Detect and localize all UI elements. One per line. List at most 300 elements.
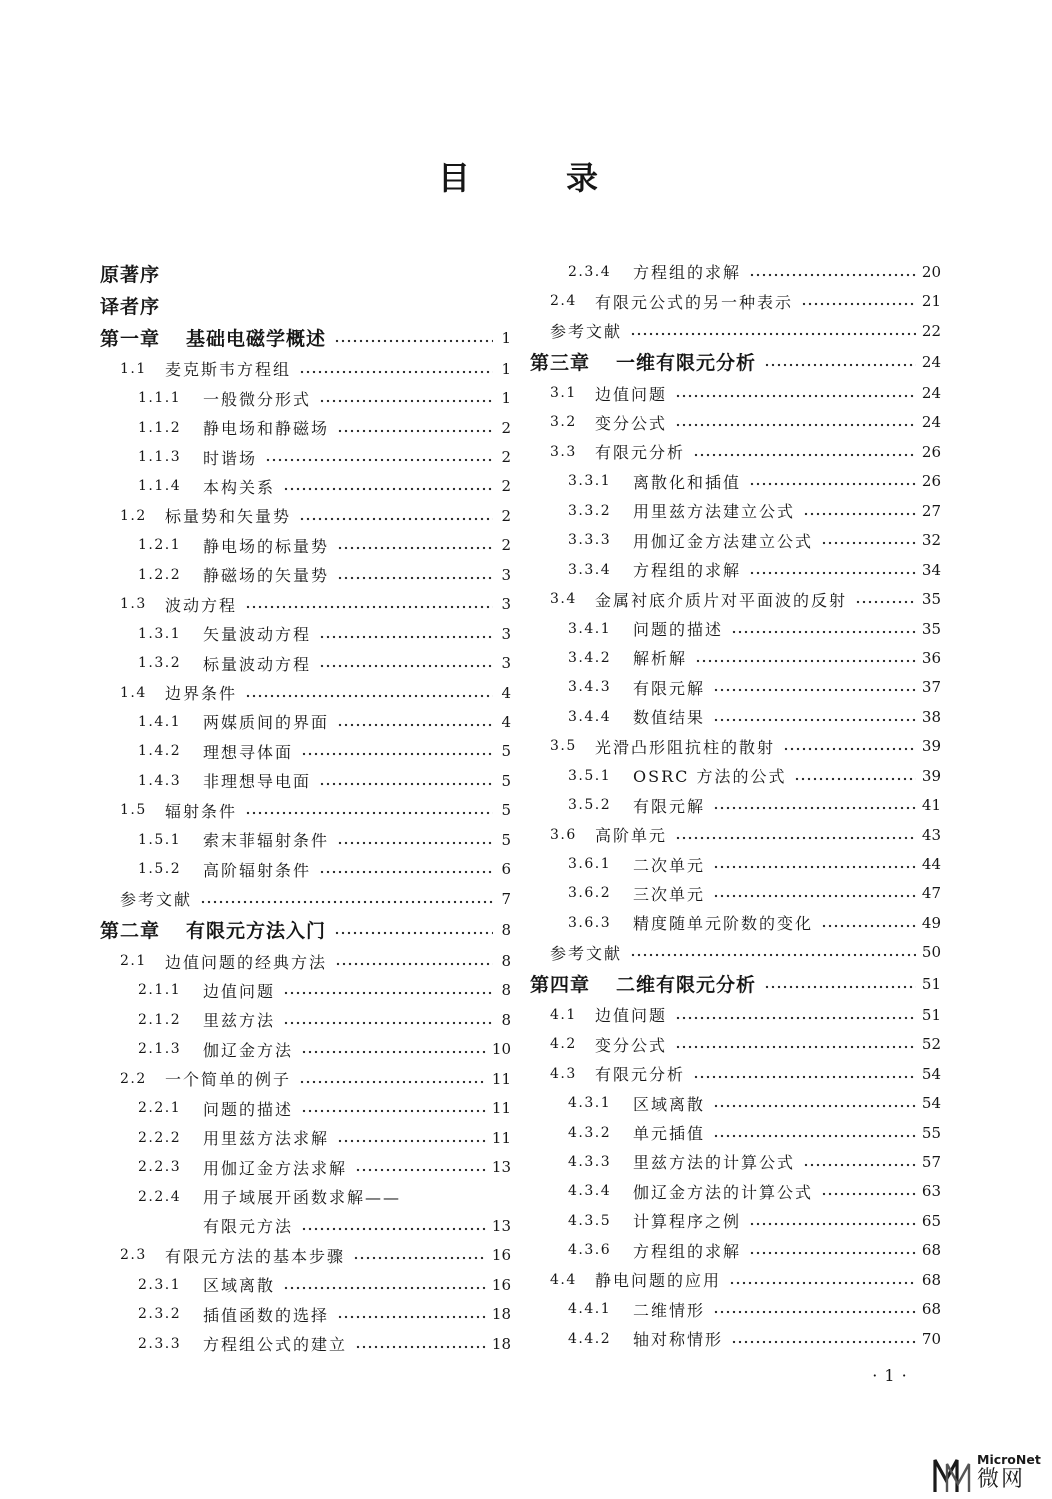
dot-leader bbox=[821, 924, 916, 928]
toc-chapter-entry bbox=[530, 967, 941, 1000]
entry-title: 区域离散 bbox=[633, 1094, 706, 1114]
dot-leader bbox=[731, 1340, 916, 1344]
dot-leader bbox=[299, 370, 493, 374]
entry-page-number: 6 bbox=[501, 860, 511, 879]
dot-leader bbox=[693, 453, 916, 457]
dot-leader bbox=[245, 811, 493, 815]
toc-preface-entry bbox=[100, 289, 511, 321]
entry-number: 3.6.1 bbox=[568, 856, 612, 873]
toc-subsection-entry bbox=[530, 1147, 941, 1176]
entry-title: 方程组的求解 bbox=[633, 1241, 742, 1261]
dot-leader bbox=[675, 1016, 916, 1020]
entry-number: 3.2 bbox=[550, 414, 577, 431]
entry-page-number: 35 bbox=[921, 619, 941, 638]
toc-section-entry bbox=[100, 946, 511, 975]
dot-leader bbox=[713, 894, 916, 898]
entry-page-number: 24 bbox=[921, 413, 941, 432]
toc-references-entry bbox=[530, 316, 941, 345]
entry-number: 第四章 bbox=[530, 974, 591, 997]
entry-number: 3.3.4 bbox=[568, 561, 612, 578]
toc-chapter-entry bbox=[100, 321, 511, 354]
entry-title: 有限元分析 bbox=[595, 443, 686, 463]
entry-page-number: 5 bbox=[501, 801, 511, 820]
entry-page-number: 34 bbox=[921, 560, 941, 579]
entry-title: 解析解 bbox=[633, 649, 688, 669]
dot-leader bbox=[283, 991, 493, 995]
entry-page-number: 3 bbox=[501, 565, 511, 584]
toc-section-entry bbox=[530, 1030, 941, 1059]
toc-section-entry bbox=[100, 1241, 511, 1270]
dot-leader bbox=[319, 870, 493, 874]
dot-leader bbox=[319, 635, 493, 639]
dot-leader bbox=[334, 931, 493, 935]
toc-section-entry bbox=[100, 590, 511, 619]
entry-number: 1.3 bbox=[120, 596, 147, 613]
entry-page-number: 5 bbox=[501, 830, 511, 849]
toc-subsection-entry bbox=[100, 1182, 511, 1211]
entry-page-number: 24 bbox=[921, 352, 941, 371]
dot-leader bbox=[630, 953, 916, 957]
toc-section-entry bbox=[530, 378, 941, 407]
dot-leader bbox=[713, 718, 916, 722]
entry-page-number: 49 bbox=[921, 913, 941, 932]
dot-leader bbox=[794, 777, 915, 781]
dot-leader bbox=[299, 517, 493, 521]
dot-leader bbox=[337, 576, 493, 580]
toc-subsection-entry bbox=[100, 854, 511, 883]
entry-page-number: 16 bbox=[491, 1246, 511, 1265]
entry-title: 精度随单元阶数的变化 bbox=[633, 914, 814, 934]
entry-title: 高阶辐射条件 bbox=[203, 860, 312, 880]
entry-page-number: 8 bbox=[501, 920, 511, 939]
toc-subsection-entry bbox=[100, 531, 511, 560]
toc-subsection-entry bbox=[530, 790, 941, 819]
entry-number: 1.5.2 bbox=[138, 861, 182, 878]
entry-title: 参考文献 bbox=[120, 890, 193, 910]
entry-title: 数值结果 bbox=[633, 708, 706, 728]
entry-number: 3.4.4 bbox=[568, 708, 612, 725]
entry-title: 非理想导电面 bbox=[203, 772, 312, 792]
entry-number: 第三章 bbox=[530, 352, 591, 375]
toc-subsection-entry bbox=[530, 496, 941, 525]
dot-leader bbox=[749, 1222, 916, 1226]
entry-page-number: 63 bbox=[921, 1182, 941, 1201]
entry-title: 本构关系 bbox=[203, 477, 276, 497]
toc-section-entry bbox=[530, 584, 941, 613]
toc-subsection-entry bbox=[530, 879, 941, 908]
dot-leader bbox=[749, 1251, 916, 1255]
dot-leader bbox=[337, 841, 493, 845]
dot-leader bbox=[749, 482, 916, 486]
toc-section-entry bbox=[530, 1000, 941, 1029]
entry-title: 参考文献 bbox=[550, 322, 623, 342]
toc-subsection-entry bbox=[100, 737, 511, 766]
entry-title: 辐射条件 bbox=[165, 801, 238, 821]
entry-number: 第二章 bbox=[100, 920, 161, 943]
entry-title: 一般微分形式 bbox=[203, 389, 312, 409]
dot-leader bbox=[764, 363, 916, 367]
watermark-brand-cn: 微网 bbox=[977, 1467, 1026, 1492]
entry-number: 3.6.3 bbox=[568, 914, 612, 931]
entry-number: 2.2 bbox=[120, 1070, 147, 1087]
entry-title: 边值问题 bbox=[203, 981, 276, 1001]
dot-leader bbox=[301, 1050, 486, 1054]
toc-subsection-entry bbox=[100, 766, 511, 795]
entry-number: 3.4.3 bbox=[568, 679, 612, 696]
entry-title: 静电场和静磁场 bbox=[203, 419, 330, 439]
toc-subsection-entry bbox=[530, 1206, 941, 1235]
watermark-brand: MicroNet bbox=[977, 1452, 1041, 1467]
entry-number: 3.6 bbox=[550, 826, 577, 843]
toc-section-entry bbox=[530, 1059, 941, 1088]
toc-section-entry bbox=[100, 501, 511, 530]
toc-section-entry bbox=[530, 732, 941, 761]
entry-page-number: 1 bbox=[501, 359, 511, 378]
dot-leader bbox=[731, 630, 916, 634]
entry-page-number: 44 bbox=[921, 855, 941, 874]
entry-number: 4.3.3 bbox=[568, 1153, 612, 1170]
dot-leader bbox=[353, 1256, 486, 1260]
entry-page-number: 37 bbox=[921, 678, 941, 697]
entry-title: 基础电磁学概述 bbox=[186, 328, 327, 350]
entry-title: 伽辽金方法的计算公式 bbox=[633, 1182, 814, 1202]
toc-section-entry bbox=[530, 408, 941, 437]
toc-subsection-entry bbox=[100, 413, 511, 442]
entry-title: 方程组的求解 bbox=[633, 263, 742, 283]
dot-leader bbox=[301, 1227, 486, 1231]
entry-number: 4.2 bbox=[550, 1036, 577, 1053]
entry-page-number: 54 bbox=[921, 1094, 941, 1113]
entry-title: 边界条件 bbox=[165, 684, 238, 704]
entry-title: 金属衬底介质片对平面波的反射 bbox=[595, 590, 848, 610]
entry-number: 1.5 bbox=[120, 802, 147, 819]
entry-number: 3.3.3 bbox=[568, 532, 612, 549]
entry-page-number: 13 bbox=[491, 1158, 511, 1177]
entry-number: 4.4.2 bbox=[568, 1330, 612, 1347]
dot-leader bbox=[801, 302, 916, 306]
micronet-logo-icon bbox=[932, 1454, 974, 1494]
dot-leader bbox=[783, 747, 916, 751]
entry-page-number: 35 bbox=[921, 590, 941, 609]
toc-entry-continuation bbox=[100, 1211, 511, 1240]
entry-number: 2.1.1 bbox=[138, 982, 182, 999]
entry-title: 二维有限元分析 bbox=[616, 974, 757, 997]
entry-number: 4.4.1 bbox=[568, 1301, 612, 1318]
entry-number: 1.1.2 bbox=[138, 419, 182, 436]
entry-page-number: 57 bbox=[921, 1152, 941, 1171]
entry-page-number: 11 bbox=[491, 1099, 511, 1118]
dot-leader bbox=[319, 782, 493, 786]
entry-page-number: 68 bbox=[921, 1241, 941, 1260]
entry-page-number: 4 bbox=[501, 683, 511, 702]
entry-title: 离散化和插值 bbox=[633, 472, 742, 492]
entry-number: 1.4.2 bbox=[138, 743, 182, 760]
entry-number: 1.3.1 bbox=[138, 625, 182, 642]
toc-chapter-entry bbox=[530, 345, 941, 378]
entry-title: 两媒质间的界面 bbox=[203, 713, 330, 733]
entry-number: 4.3.4 bbox=[568, 1183, 612, 1200]
entry-page-number: 2 bbox=[501, 448, 511, 467]
toc-subsection-entry bbox=[530, 702, 941, 731]
entry-number: 3.5.2 bbox=[568, 797, 612, 814]
entry-page-number: 3 bbox=[501, 624, 511, 643]
entry-title: 三次单元 bbox=[633, 884, 706, 904]
entry-title: 方程组公式的建立 bbox=[203, 1335, 348, 1355]
entry-title: 轴对称情形 bbox=[633, 1330, 724, 1350]
entry-title: 边值问题的经典方法 bbox=[165, 952, 328, 972]
entry-title: 问题的描述 bbox=[633, 620, 724, 640]
entry-page-number: 47 bbox=[921, 884, 941, 903]
entry-page-number: 5 bbox=[501, 742, 511, 761]
entry-number: 2.2.4 bbox=[138, 1188, 182, 1205]
entry-page-number: 1 bbox=[501, 328, 511, 347]
entry-title: 边值问题 bbox=[595, 1006, 668, 1026]
entry-number: 3.3.2 bbox=[568, 502, 612, 519]
entry-number: 1.4 bbox=[120, 684, 147, 701]
entry-title: 有限元公式的另一种表示 bbox=[595, 292, 794, 312]
entry-page-number: 27 bbox=[921, 501, 941, 520]
entry-title: 用伽辽金方法求解 bbox=[203, 1158, 348, 1178]
entry-number: 3.6.2 bbox=[568, 885, 612, 902]
toc-subsection-entry bbox=[100, 1300, 511, 1329]
toc-subsection-entry bbox=[530, 673, 941, 702]
dot-leader bbox=[337, 546, 493, 550]
toc-subsection-entry bbox=[100, 976, 511, 1005]
entry-title: 一个简单的例子 bbox=[165, 1070, 292, 1090]
toc-references-entry bbox=[530, 938, 941, 967]
entry-page-number: 1 bbox=[501, 389, 511, 408]
page-title: 目录 bbox=[438, 159, 695, 197]
entry-number: 2.3.3 bbox=[138, 1335, 182, 1352]
entry-page-number: 68 bbox=[921, 1300, 941, 1319]
entry-title: 插值函数的选择 bbox=[203, 1305, 330, 1325]
entry-title: 二维情形 bbox=[633, 1300, 706, 1320]
dot-leader bbox=[675, 394, 916, 398]
toc-subsection-entry bbox=[530, 643, 941, 672]
entry-page-number: 18 bbox=[491, 1334, 511, 1353]
entry-page-number: 39 bbox=[921, 737, 941, 756]
toc-subsection-entry bbox=[100, 1035, 511, 1064]
toc-subsection-entry bbox=[530, 257, 941, 286]
dot-leader bbox=[821, 541, 916, 545]
toc-subsection-entry bbox=[530, 467, 941, 496]
entry-number: 2.1.3 bbox=[138, 1041, 182, 1058]
entry-number: 3.3.1 bbox=[568, 473, 612, 490]
entry-title: 单元插值 bbox=[633, 1124, 706, 1144]
entry-title: 区域离散 bbox=[203, 1276, 276, 1296]
entry-title: 有限元解 bbox=[633, 678, 706, 698]
entry-title: 用里兹方法求解 bbox=[203, 1129, 330, 1149]
entry-number: 4.3 bbox=[550, 1065, 577, 1082]
toc-section-entry bbox=[530, 437, 941, 466]
entry-title: 时谐场 bbox=[203, 448, 258, 468]
toc-subsection-entry bbox=[100, 442, 511, 471]
entry-number: 2.3.2 bbox=[138, 1306, 182, 1323]
entry-number: 3.4.2 bbox=[568, 649, 612, 666]
entry-page-number: 51 bbox=[921, 1005, 941, 1024]
entry-page-number: 18 bbox=[491, 1305, 511, 1324]
dot-leader bbox=[713, 865, 916, 869]
entry-page-number: 22 bbox=[921, 321, 941, 340]
entry-number: 2.1 bbox=[120, 953, 147, 970]
entry-number: 2.3.1 bbox=[138, 1276, 182, 1293]
toc-subsection-entry bbox=[530, 1177, 941, 1206]
toc-subsection-entry bbox=[530, 614, 941, 643]
dot-leader bbox=[245, 605, 493, 609]
dot-leader bbox=[749, 273, 916, 277]
entry-page-number: 24 bbox=[921, 384, 941, 403]
entry-page-number: 38 bbox=[921, 707, 941, 726]
entry-page-number: 39 bbox=[921, 766, 941, 785]
entry-number: 3.4.1 bbox=[568, 620, 612, 637]
entry-title: 计算程序之例 bbox=[633, 1212, 742, 1232]
toc-subsection-entry bbox=[100, 707, 511, 736]
dot-leader bbox=[713, 1134, 916, 1138]
entry-number: 1.5.1 bbox=[138, 831, 182, 848]
entry-page-number: 8 bbox=[501, 952, 511, 971]
entry-page-number: 8 bbox=[501, 1010, 511, 1029]
toc-subsection-entry bbox=[100, 648, 511, 677]
toc-subsection-entry bbox=[530, 849, 941, 878]
entry-title: 波动方程 bbox=[165, 595, 238, 615]
dot-leader bbox=[713, 806, 916, 810]
dot-leader bbox=[337, 723, 493, 727]
dot-leader bbox=[337, 429, 493, 433]
dot-leader bbox=[693, 1075, 916, 1079]
toc-section-entry bbox=[530, 286, 941, 315]
entry-page-number: 5 bbox=[501, 771, 511, 790]
dot-leader bbox=[319, 664, 493, 668]
entry-title: 高阶单元 bbox=[595, 826, 668, 846]
entry-title: 有限元方法入门 bbox=[186, 920, 327, 943]
dot-leader bbox=[675, 1045, 916, 1049]
toc-chapter-entry bbox=[100, 913, 511, 946]
toc-subsection-entry bbox=[530, 761, 941, 790]
dot-leader bbox=[299, 1080, 486, 1084]
entry-page-number: 21 bbox=[921, 292, 941, 311]
entry-title: 里兹方法的计算公式 bbox=[633, 1153, 796, 1173]
entry-number: 3.5.1 bbox=[568, 767, 612, 784]
entry-page-number: 41 bbox=[921, 796, 941, 815]
dot-leader bbox=[283, 1021, 493, 1025]
toc-section-entry bbox=[100, 678, 511, 707]
toc-subsection-entry bbox=[530, 1324, 941, 1353]
entry-page-number: 13 bbox=[491, 1216, 511, 1235]
entry-number: 1.1.1 bbox=[138, 390, 182, 407]
entry-number: 1.4.1 bbox=[138, 713, 182, 730]
entry-number: 4.4 bbox=[550, 1271, 577, 1288]
entry-page-number: 55 bbox=[921, 1123, 941, 1142]
entry-page-number: 11 bbox=[491, 1069, 511, 1088]
entry-number: 4.3.1 bbox=[568, 1095, 612, 1112]
entry-page-number: 70 bbox=[921, 1329, 941, 1348]
toc-subsection-entry bbox=[100, 1094, 511, 1123]
entry-title: 有限元方法的基本步骤 bbox=[165, 1246, 346, 1266]
toc-column-left bbox=[100, 257, 511, 1358]
entry-title: 标量势和矢量势 bbox=[165, 507, 292, 527]
entry-number: 1.2.2 bbox=[138, 566, 182, 583]
toc-subsection-entry bbox=[100, 1005, 511, 1034]
toc-subsection-entry bbox=[530, 1088, 941, 1117]
entry-number: 2.4 bbox=[550, 293, 577, 310]
entry-page-number: 2 bbox=[501, 536, 511, 555]
dot-leader bbox=[335, 962, 493, 966]
entry-page-number: 65 bbox=[921, 1211, 941, 1230]
entry-page-number: 51 bbox=[921, 974, 941, 993]
dot-leader bbox=[675, 423, 916, 427]
toc-subsection-entry bbox=[100, 619, 511, 648]
entry-number: 4.3.2 bbox=[568, 1124, 612, 1141]
dot-leader bbox=[803, 1163, 916, 1167]
entry-number: 1.1.4 bbox=[138, 478, 182, 495]
dot-leader bbox=[821, 1192, 916, 1196]
entry-number: 3.3 bbox=[550, 443, 577, 460]
dot-leader bbox=[695, 659, 916, 663]
entry-page-number: 26 bbox=[921, 472, 941, 491]
entry-page-number: 2 bbox=[501, 477, 511, 496]
entry-title: 有限元解 bbox=[633, 796, 706, 816]
entry-number: 3.5 bbox=[550, 738, 577, 755]
entry-title: 用子域展开函数求解—— bbox=[203, 1188, 402, 1208]
toc-subsection-entry bbox=[100, 1270, 511, 1299]
dot-leader bbox=[713, 1104, 916, 1108]
entry-page-number: 10 bbox=[491, 1040, 511, 1059]
entry-title: 边值问题 bbox=[595, 384, 668, 404]
toc-subsection-entry bbox=[530, 1236, 941, 1265]
entry-number: 4.3.5 bbox=[568, 1212, 612, 1229]
toc-section-entry bbox=[100, 354, 511, 383]
entry-number: 1.2.1 bbox=[138, 537, 182, 554]
dot-leader bbox=[355, 1168, 486, 1172]
dot-leader bbox=[245, 694, 493, 698]
entry-page-number: 3 bbox=[501, 654, 511, 673]
dot-leader bbox=[265, 458, 493, 462]
toc-references-entry bbox=[100, 884, 511, 913]
page-number: · 1 · bbox=[872, 1366, 908, 1385]
toc-subsection-entry bbox=[100, 1123, 511, 1152]
dot-leader bbox=[355, 1345, 486, 1349]
entry-page-number: 52 bbox=[921, 1035, 941, 1054]
entry-page-number: 8 bbox=[501, 981, 511, 1000]
entry-number: 4.1 bbox=[550, 1006, 577, 1023]
dot-leader bbox=[337, 1139, 486, 1143]
dot-leader bbox=[764, 985, 916, 989]
toc-column-right bbox=[530, 257, 941, 1353]
entry-title: 方程组的求解 bbox=[633, 561, 742, 581]
entry-page-number: 20 bbox=[921, 262, 941, 281]
entry-page-number: 43 bbox=[921, 825, 941, 844]
toc-section-entry bbox=[100, 796, 511, 825]
entry-page-number: 26 bbox=[921, 442, 941, 461]
dot-leader bbox=[337, 1315, 486, 1319]
dot-leader bbox=[729, 1281, 916, 1285]
toc-section-entry bbox=[100, 1064, 511, 1093]
entry-page-number: 2 bbox=[501, 506, 511, 525]
entry-title: 有限元分析 bbox=[595, 1065, 686, 1085]
toc-subsection-entry bbox=[100, 383, 511, 412]
entry-number: 2.2.2 bbox=[138, 1129, 182, 1146]
entry-number: 1.3.2 bbox=[138, 655, 182, 672]
toc-subsection-entry bbox=[100, 825, 511, 854]
entry-number: 2.3 bbox=[120, 1247, 147, 1264]
dot-leader bbox=[630, 332, 916, 336]
entry-page-number: 11 bbox=[491, 1128, 511, 1147]
entry-number: 第一章 bbox=[100, 328, 161, 350]
entry-title: 参考文献 bbox=[550, 943, 623, 963]
entry-number: 1.1.3 bbox=[138, 449, 182, 466]
toc-subsection-entry bbox=[100, 472, 511, 501]
entry-title: 用伽辽金方法建立公式 bbox=[633, 531, 814, 551]
